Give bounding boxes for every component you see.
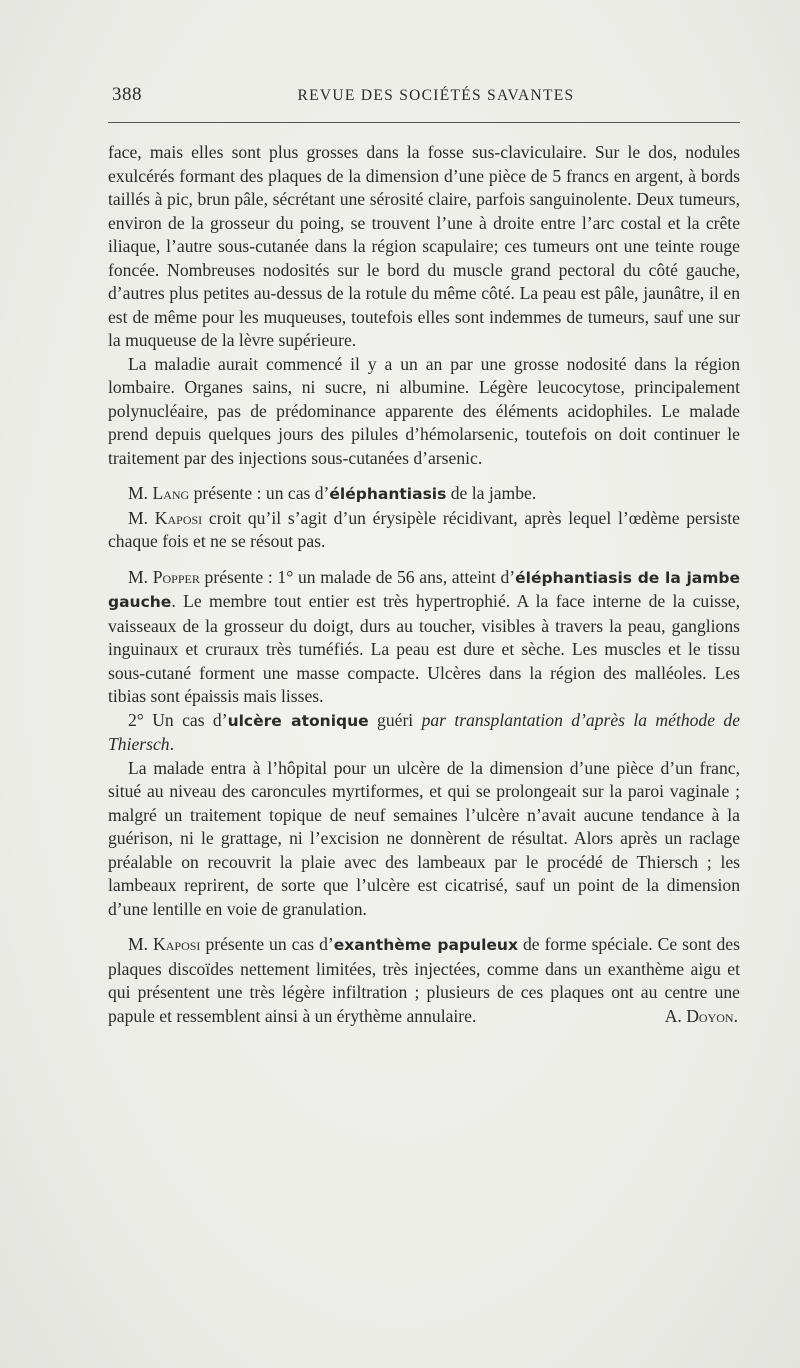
paragraph-4-text: croit qu’il s’agit d’un érysipèle récidivant, après lequel l’œdème persiste chaque fois et ne se résout pas. [108, 507, 740, 551]
paragraph-8-mid: présente un cas d’ [200, 934, 334, 954]
paragraph-8-text: de forme spéciale. Ce sont des plaques discoïdes nettement limitées, très injectées, comme dans un exanthème aigu et qui présentent une très légère infiltration ; plusieurs de ces plaques ont au centre une papule et ressemblent ainsi à un érythème annulaire. [108, 934, 740, 1026]
header-rule [108, 122, 740, 123]
paragraph-3 [108, 482, 740, 507]
paragraph-6-suffix: . [169, 734, 174, 754]
method-thiersch: par transplantation d’après la méthode de Thiersch [108, 709, 741, 754]
paragraph-3-mid: présente : un cas d’ [189, 483, 330, 503]
author-name-popper: Popper [152, 566, 200, 587]
running-title: REVUE DES SOCIÉTÉS SAVANTES [297, 87, 575, 104]
term-ulcere-atonique: ulcère atonique [227, 711, 369, 730]
paragraph-8 [108, 933, 740, 1028]
signature: A. Doyon. [664, 1005, 738, 1026]
author-name-kaposi-2: Kaposi [153, 934, 201, 954]
paragraph-3-suffix: de la jambe. [446, 483, 537, 503]
paragraph-6 [108, 709, 740, 757]
paragraph-8-prefix: M. [128, 934, 154, 954]
paragraph-7: La malade entra à l’hôpital pour un ulcère de la dimension d’une pièce d’un franc, situé au niveau des caroncules myrtiformes, et qui se prolongeait sur la paroi vaginale ; malgré un traitement topique de neuf semaines l’ulcère n’avait aucune tendance à la guérison, ni le grattage, ni l’excision ne donnèrent de résultat. Alors après un raclage préalable on recouvrit la plaie avec des lambeaux par le procédé de Thiersch ; les lambeaux reprirent, de sorte que l’ulcère est cicatrisé, sauf un point de la dimension d’une lentille en voie de granulation. [108, 757, 740, 919]
term-elephantiasis-leg: éléphantiasis de la jambe gauche [108, 568, 740, 611]
page-header [108, 84, 740, 114]
paragraph-5-text: . Le membre tout entier est très hypertrophié. A la face interne de la cuisse, vaisseaux de la grosseur du doigt, durs au toucher, visibles à travers la peau, ganglions inguinaux et cruraux très tuméfiés. La peau est dure et sèche. Les muscles et le tissu sous-cutané forment une masse compacte. Ulcères dans la région des malléoles. Les tibias sont épaissis mais lisses. [108, 591, 740, 706]
paragraph-4-prefix: M. [128, 507, 155, 528]
term-elephantiasis: éléphantiasis [329, 485, 447, 503]
paragraph-5-prefix: M. [128, 566, 153, 587]
paragraph-5 [108, 566, 740, 709]
article-body [108, 141, 740, 1028]
page-number: 388 [112, 84, 142, 105]
paragraph-5-mid: présente : 1° un malade de 56 ans, atteint d’ [199, 566, 516, 587]
author-name-kaposi: Kaposi [154, 507, 203, 528]
paragraph-6-mid: guéri [368, 709, 422, 730]
paragraph-4 [108, 507, 740, 554]
paragraph-1: face, mais elles sont plus grosses dans la fosse sus-claviculaire. Sur le dos, nodules exulcérés formant des plaques de la dimension d’une pièce de 5 francs en argent, à bords taillés à pic, brun pâle, sécrétant une sérosité claire, parfois sanguinolente. Deux tumeurs, environ de la grosseur du poing, se trouvent l’une à droite entre l’arc costal et la crête iliaque, l’autre sous-cutanée dans la région scapulaire; ces tumeurs ont une teinte rouge foncée. Nombreuses nodosités sur le bord du muscle grand pectoral du côté gauche, d’autres plus petites au-dessus de la rotule du même côté. La peau est pâle, jaunâtre, il en est de même pour les muqueuses, toutefois elles sont indemmes de tumeurs, sauf une sur la muqueuse de la lèvre supérieure. [108, 142, 740, 350]
paragraph-3-prefix: M. [128, 483, 153, 503]
term-exantheme-papuleux: exanthème papuleux [333, 936, 518, 954]
paragraph-2: La maladie aurait commencé il y a un an par une grosse nodosité dans la région lombaire. Organes sains, ni sucre, ni albumine. Légère leucocytose, principalement polynucléaire, pas de prédominance apparente des éléments acidophiles. Le malade prend depuis quelques jours des pilules d’hémolarsenic, toutefois on doit continuer le traitement par des injections sous-cutanées d’arsenic. [108, 353, 740, 468]
paragraph-6-prefix: 2° Un cas d’ [128, 709, 228, 730]
author-name-lang: Lang [152, 483, 190, 503]
